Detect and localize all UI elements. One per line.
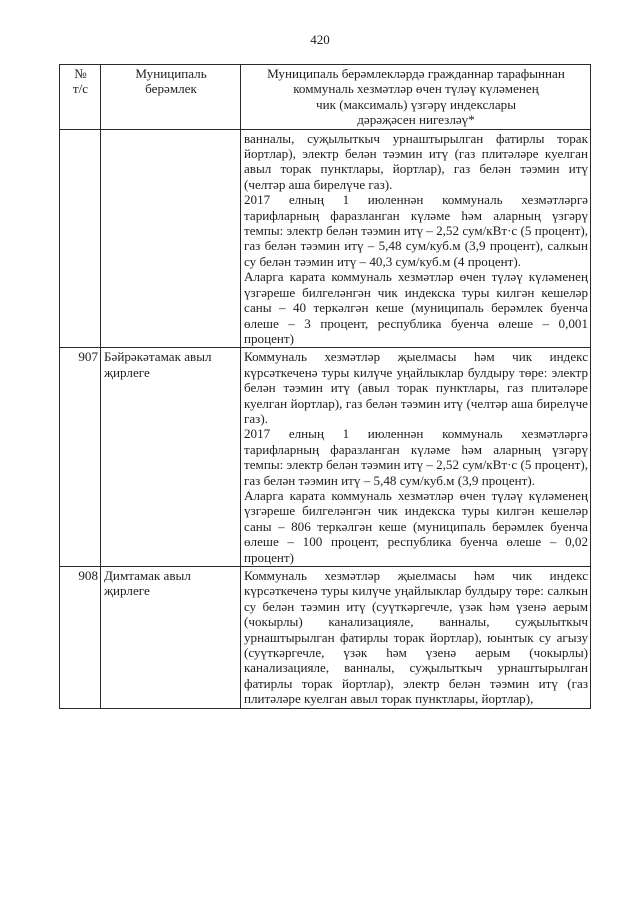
row-number: 907 [60, 348, 101, 567]
row-number [60, 129, 101, 348]
table-header-row [60, 65, 591, 130]
header-justification-line: чик (максималь) үзгәрү индекслары [315, 96, 516, 112]
header-justification-line: Муниципаль берәмлекләрдә гражданнар тарафыннан [267, 66, 565, 81]
document-table [59, 64, 591, 709]
row-municipality: Бәйрәкәтамак авыл җирлеге [101, 348, 241, 567]
header-justification [241, 65, 591, 130]
row-description [241, 567, 591, 709]
row-description [241, 348, 591, 567]
table-row [60, 567, 591, 709]
header-municipality-line: Муниципаль [135, 66, 207, 81]
description-paragraph: Аларга карата коммуналь хезмәтләр өчен түләү күләменең үзгәреше билгеләнгән чик индекска туры килгән кешеләр саны – 40 теркәлгән кеше (муниципаль берәмлек буенча өлеше – 3 процент, республика буенча өлеше – 0,001 процент) [244, 269, 588, 346]
description-paragraph: ванналы, суҗылыткыч урнаштырылган фатирлы торак йортлар), электр белән тәэмин итү (газ плитәләре куелган авыл торак пунктлары, йортлар), газ белән тәэмин итү (челтәр аша бирелүче газ). [244, 130, 588, 192]
header-justification-line: дәрәҗәсен нигезләү* [357, 112, 475, 128]
header-municipality [101, 65, 241, 130]
table-row [60, 129, 591, 348]
header-number [60, 65, 101, 130]
page-number: 420 [310, 32, 330, 47]
row-municipality [101, 129, 241, 348]
description-paragraph: Аларга карата коммуналь хезмәтләр өчен түләү күләменең үзгәреше билгеләнгән чик индекска туры килгән кешеләр саны – 806 теркәлгән кеше (муниципаль берәмлек буенча өлеше – 100 процент, республика буенча өлеше – 0,02 процент) [244, 487, 588, 565]
description-paragraph: Коммуналь хезмәтләр җыелмасы һәм чик индекс күрсәткеченә туры килүче уңайлыклар булдыру төре: салкын су белән тәэмин итү (суүткәргечле, үзәк һәм үзенә аерым (чокырлы) канализацияле, ванналы, суҗылыткыч урнаштырылган фатирлы торак йортлар), юынтык су агызу (суүткәргечле, үзәк һәм үзенә аерым (чокырлы) канализацияле, ванналы, суҗылыткыч урнаштырылган фатирлы торак йортлар), электр белән тәэмин итү (газ плитәләре куелган авыл торак пунктлары, йортлар), [244, 568, 588, 707]
header-number-line: т/с [72, 81, 89, 97]
description-paragraph: 2017 елның 1 июленнән коммуналь хезмәтләргә тарифларның фаразланган күләме һәм аларның үзгәрү темпы: электр белән тәэмин итү – 2,52 сум/кВт·с (5 процент), газ белән тәэмин итү – 5,48 сум/куб.м (3,9 процент). [244, 426, 588, 488]
description-paragraph: 2017 елның 1 июленнән коммуналь хезмәтләргә тарифларның фаразланган күләме һәм аларның үзгәрү темпы: электр белән тәэмин итү – 2,52 сум/кВт·с (5 процент), газ белән тәэмин итү – 5,48 сум/куб.м (3,9 процент), салкын су белән тәэмин итү – 40,3 сум/куб.м (4 процент). [244, 192, 588, 269]
header-justification-line: коммуналь хезмәтләр өчен түләү күләменең [293, 81, 539, 97]
header-municipality-line: берәмлек [145, 81, 197, 97]
table-row [60, 348, 591, 567]
row-number: 908 [60, 567, 101, 709]
row-description [241, 129, 591, 348]
row-municipality: Димтамак авыл җирлеге [101, 567, 241, 709]
header-number-line: № [74, 66, 87, 81]
description-paragraph: Коммуналь хезмәтләр җыелмасы һәм чик индекс күрсәткеченә туры килүче уңайлыклар булдыру төре: электр белән тәэмин итү (авыл торак пунктлары, газ плитәләре куелган йортлар), газ белән тәэмин итү (челтәр аша бирелүче газ). [244, 349, 588, 426]
